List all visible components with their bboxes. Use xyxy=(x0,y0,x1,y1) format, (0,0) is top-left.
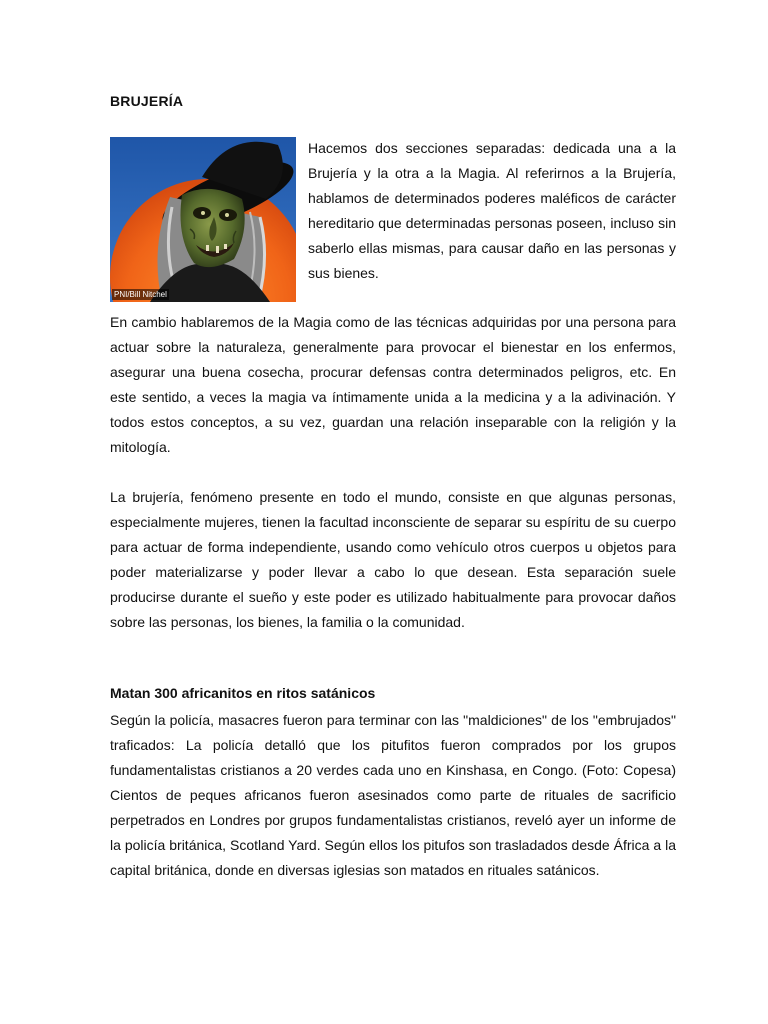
page-title: BRUJERÍA xyxy=(110,93,184,109)
brujeria-paragraph: La brujería, fenómeno presente en todo el mundo, consiste en que algunas personas, especialmente mujeres, tienen la facultad inconsciente de separar su espíritu de su cuerpo para actuar de forma independiente, usando como vehículo otros cuerpos u objetos para poder materializarse y poder llevar a cabo lo que desean. Esta separación suele producirse durante el sueño y este poder es utilizado habitualmente para provocar daños sobre las personas, los bienes, la familia o la comunidad. xyxy=(110,489,676,630)
witch-mask-illustration xyxy=(110,137,296,302)
intro-paragraph: Hacemos dos secciones separadas: dedicada una a la Brujería y la otra a la Magia. Al referirnos a la Brujería, hablamos de determinados poderes maléficos de carácter hereditario que determinadas personas poseen, incluso sin saberlo ellas mismas, para causar daño en las personas y sus bienes. xyxy=(308,140,676,281)
news-heading: Matan 300 africanitos en ritos satánicos xyxy=(110,685,376,701)
witch-photo xyxy=(110,137,296,302)
news-paragraph: Según la policía, masacres fueron para terminar con las "maldiciones" de los "embrujados" traficados: La policía detalló que los pitufitos fueron comprados por los grupos fundamentalistas cristianos a 20 verdes cada uno en Kinshasa, en Congo. (Foto: Copesa) Cientos de peques africanos fueron asesinados como parte de rituales de sacrificio perpetrados en Londres por grupos fundamentalistas cristianos, reveló ayer un informe de la policía británica, Scotland Yard. Según ellos los pitufos son trasladados desde África a la capital británica, donde en diversas iglesias son matados en rituales satánicos. xyxy=(110,712,676,878)
magia-paragraph: En cambio hablaremos de la Magia como de las técnicas adquiridas por una persona para actuar sobre la naturaleza, generalmente para provocar el bienestar en los enfermos, asegurar una buena cosecha, procurar defensas contra determinados peligros, etc. En este sentido, a veces la magia va íntimamente unida a la medicina y a la adivinación. Y todos estos conceptos, a su vez, guardan una relación inseparable con la religión y la mitología. xyxy=(110,314,676,455)
photo-caption: PNI/Bill Nitchel xyxy=(114,290,167,299)
